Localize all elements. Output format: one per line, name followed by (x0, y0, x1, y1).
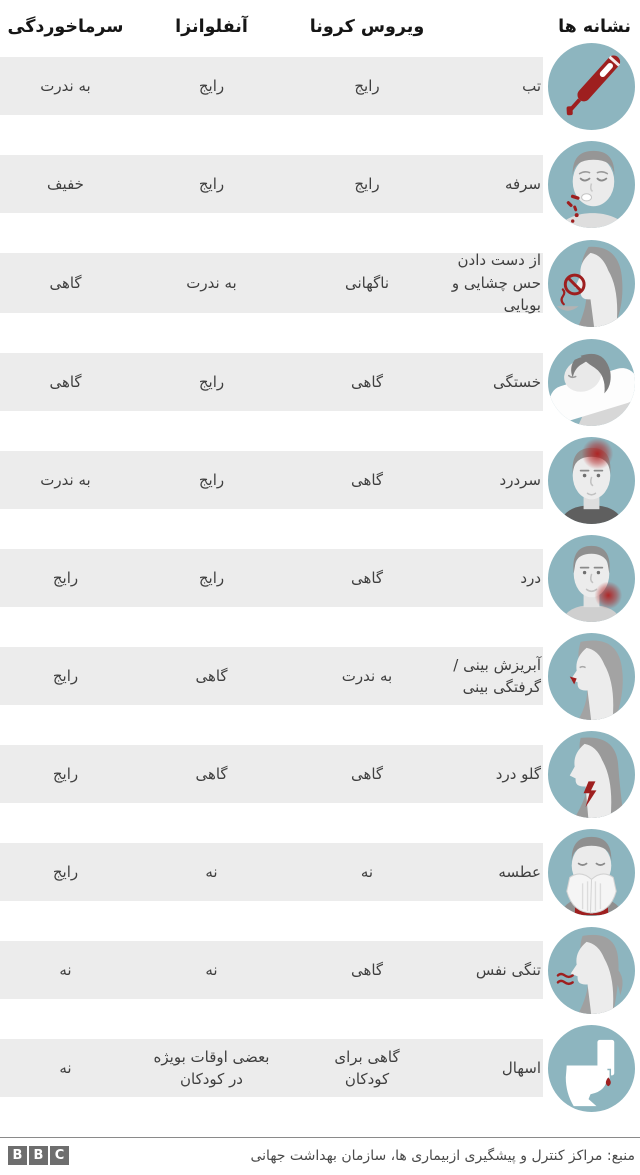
table-row (0, 1039, 640, 1097)
bbc-logo-letter: B (8, 1146, 27, 1165)
cold-value: رایج (52, 568, 79, 587)
influenza-value: به ندرت (186, 273, 237, 292)
symptom-label: تنگی نفس (475, 960, 541, 979)
influenza-value: نه (205, 960, 218, 979)
cold-value: نه (59, 960, 72, 979)
coronavirus-value: نه (360, 862, 374, 881)
coronavirus-value: گاهی (350, 568, 384, 587)
symptom-label: سرفه (504, 174, 541, 193)
symptom-label: سردرد (499, 470, 541, 489)
coronavirus-value: گاهی (350, 960, 384, 979)
table-row (0, 843, 640, 901)
influenza-value: رایج (198, 76, 225, 95)
symptom-label: از دست دادن حس چشایی و بویایی (451, 251, 541, 315)
bbc-logo-letter: B (29, 1146, 48, 1165)
symptom-label: خستگی (493, 372, 541, 391)
bbc-logo (8, 1146, 69, 1165)
table-row (0, 647, 640, 705)
table-header (0, 0, 640, 41)
column-header-common-cold: سرماخوردگی (7, 17, 124, 37)
column-header-influenza: آنفلوانزا (175, 17, 248, 37)
cold-value: رایج (52, 666, 79, 685)
table-row (0, 549, 640, 607)
thermometer-icon (547, 42, 636, 131)
sneezing-icon (547, 828, 636, 917)
cold-value: رایج (52, 764, 79, 783)
cold-value: رایج (52, 862, 79, 881)
cold-value: گاهی (49, 273, 82, 292)
symptom-label: تب (522, 76, 541, 95)
sore-throat-icon (547, 730, 636, 819)
smell-taste-loss-icon (547, 239, 636, 328)
table-row (0, 253, 640, 313)
cold-value: خفیف (47, 174, 84, 193)
influenza-value: رایج (198, 568, 225, 587)
coronavirus-value: گاهی (350, 764, 384, 783)
coronavirus-value: گاهی برای کودکان (334, 1047, 400, 1088)
table-row (0, 941, 640, 999)
table-row (0, 745, 640, 803)
cold-value: گاهی (49, 372, 82, 391)
influenza-value: بعضی اوقات بویژه در کودکان (153, 1047, 270, 1088)
coronavirus-value: به ندرت (341, 666, 393, 685)
bbc-logo-letter: C (50, 1146, 69, 1165)
coronavirus-value: رایج (354, 76, 380, 95)
footer (0, 1137, 640, 1175)
influenza-value: رایج (198, 372, 225, 391)
symptom-label: اسهال (501, 1058, 541, 1077)
influenza-value: گاهی (195, 764, 228, 783)
body-aches-icon (547, 534, 636, 623)
source-text: منبع: مراکز کنترل و پیشگیری ازبیماری ها، سازمان بهداشت جهانی (250, 1147, 635, 1164)
column-header-coronavirus: ویروس کرونا (309, 17, 425, 37)
column-header-symptoms: نشانه ها (558, 17, 631, 37)
fatigue-icon (547, 338, 636, 427)
coronavirus-value: گاهی (350, 372, 384, 391)
cold-value: به ندرت (40, 470, 91, 489)
influenza-value: رایج (198, 174, 225, 193)
shortness-of-breath-icon (547, 926, 636, 1015)
table-row (0, 155, 640, 213)
cough-icon (547, 140, 636, 229)
coronavirus-value: رایج (354, 174, 380, 193)
symptom-label: عطسه (498, 862, 541, 881)
runny-nose-icon (547, 632, 636, 721)
cold-value: به ندرت (40, 76, 91, 95)
influenza-value: گاهی (195, 666, 228, 685)
symptom-label: درد (520, 568, 541, 587)
table-row (0, 57, 640, 115)
toilet-icon (547, 1024, 636, 1113)
influenza-value: رایج (198, 470, 225, 489)
symptom-label: گلو درد (495, 764, 541, 783)
table-row (0, 353, 640, 411)
headache-icon (547, 436, 636, 525)
coronavirus-value: ناگهانی (344, 273, 390, 292)
coronavirus-value: گاهی (350, 470, 384, 489)
symptom-label: آبریزش بینی / گرفتگی بینی (453, 655, 541, 696)
table-row (0, 451, 640, 509)
influenza-value: نه (205, 862, 218, 881)
cold-value: نه (59, 1058, 72, 1077)
